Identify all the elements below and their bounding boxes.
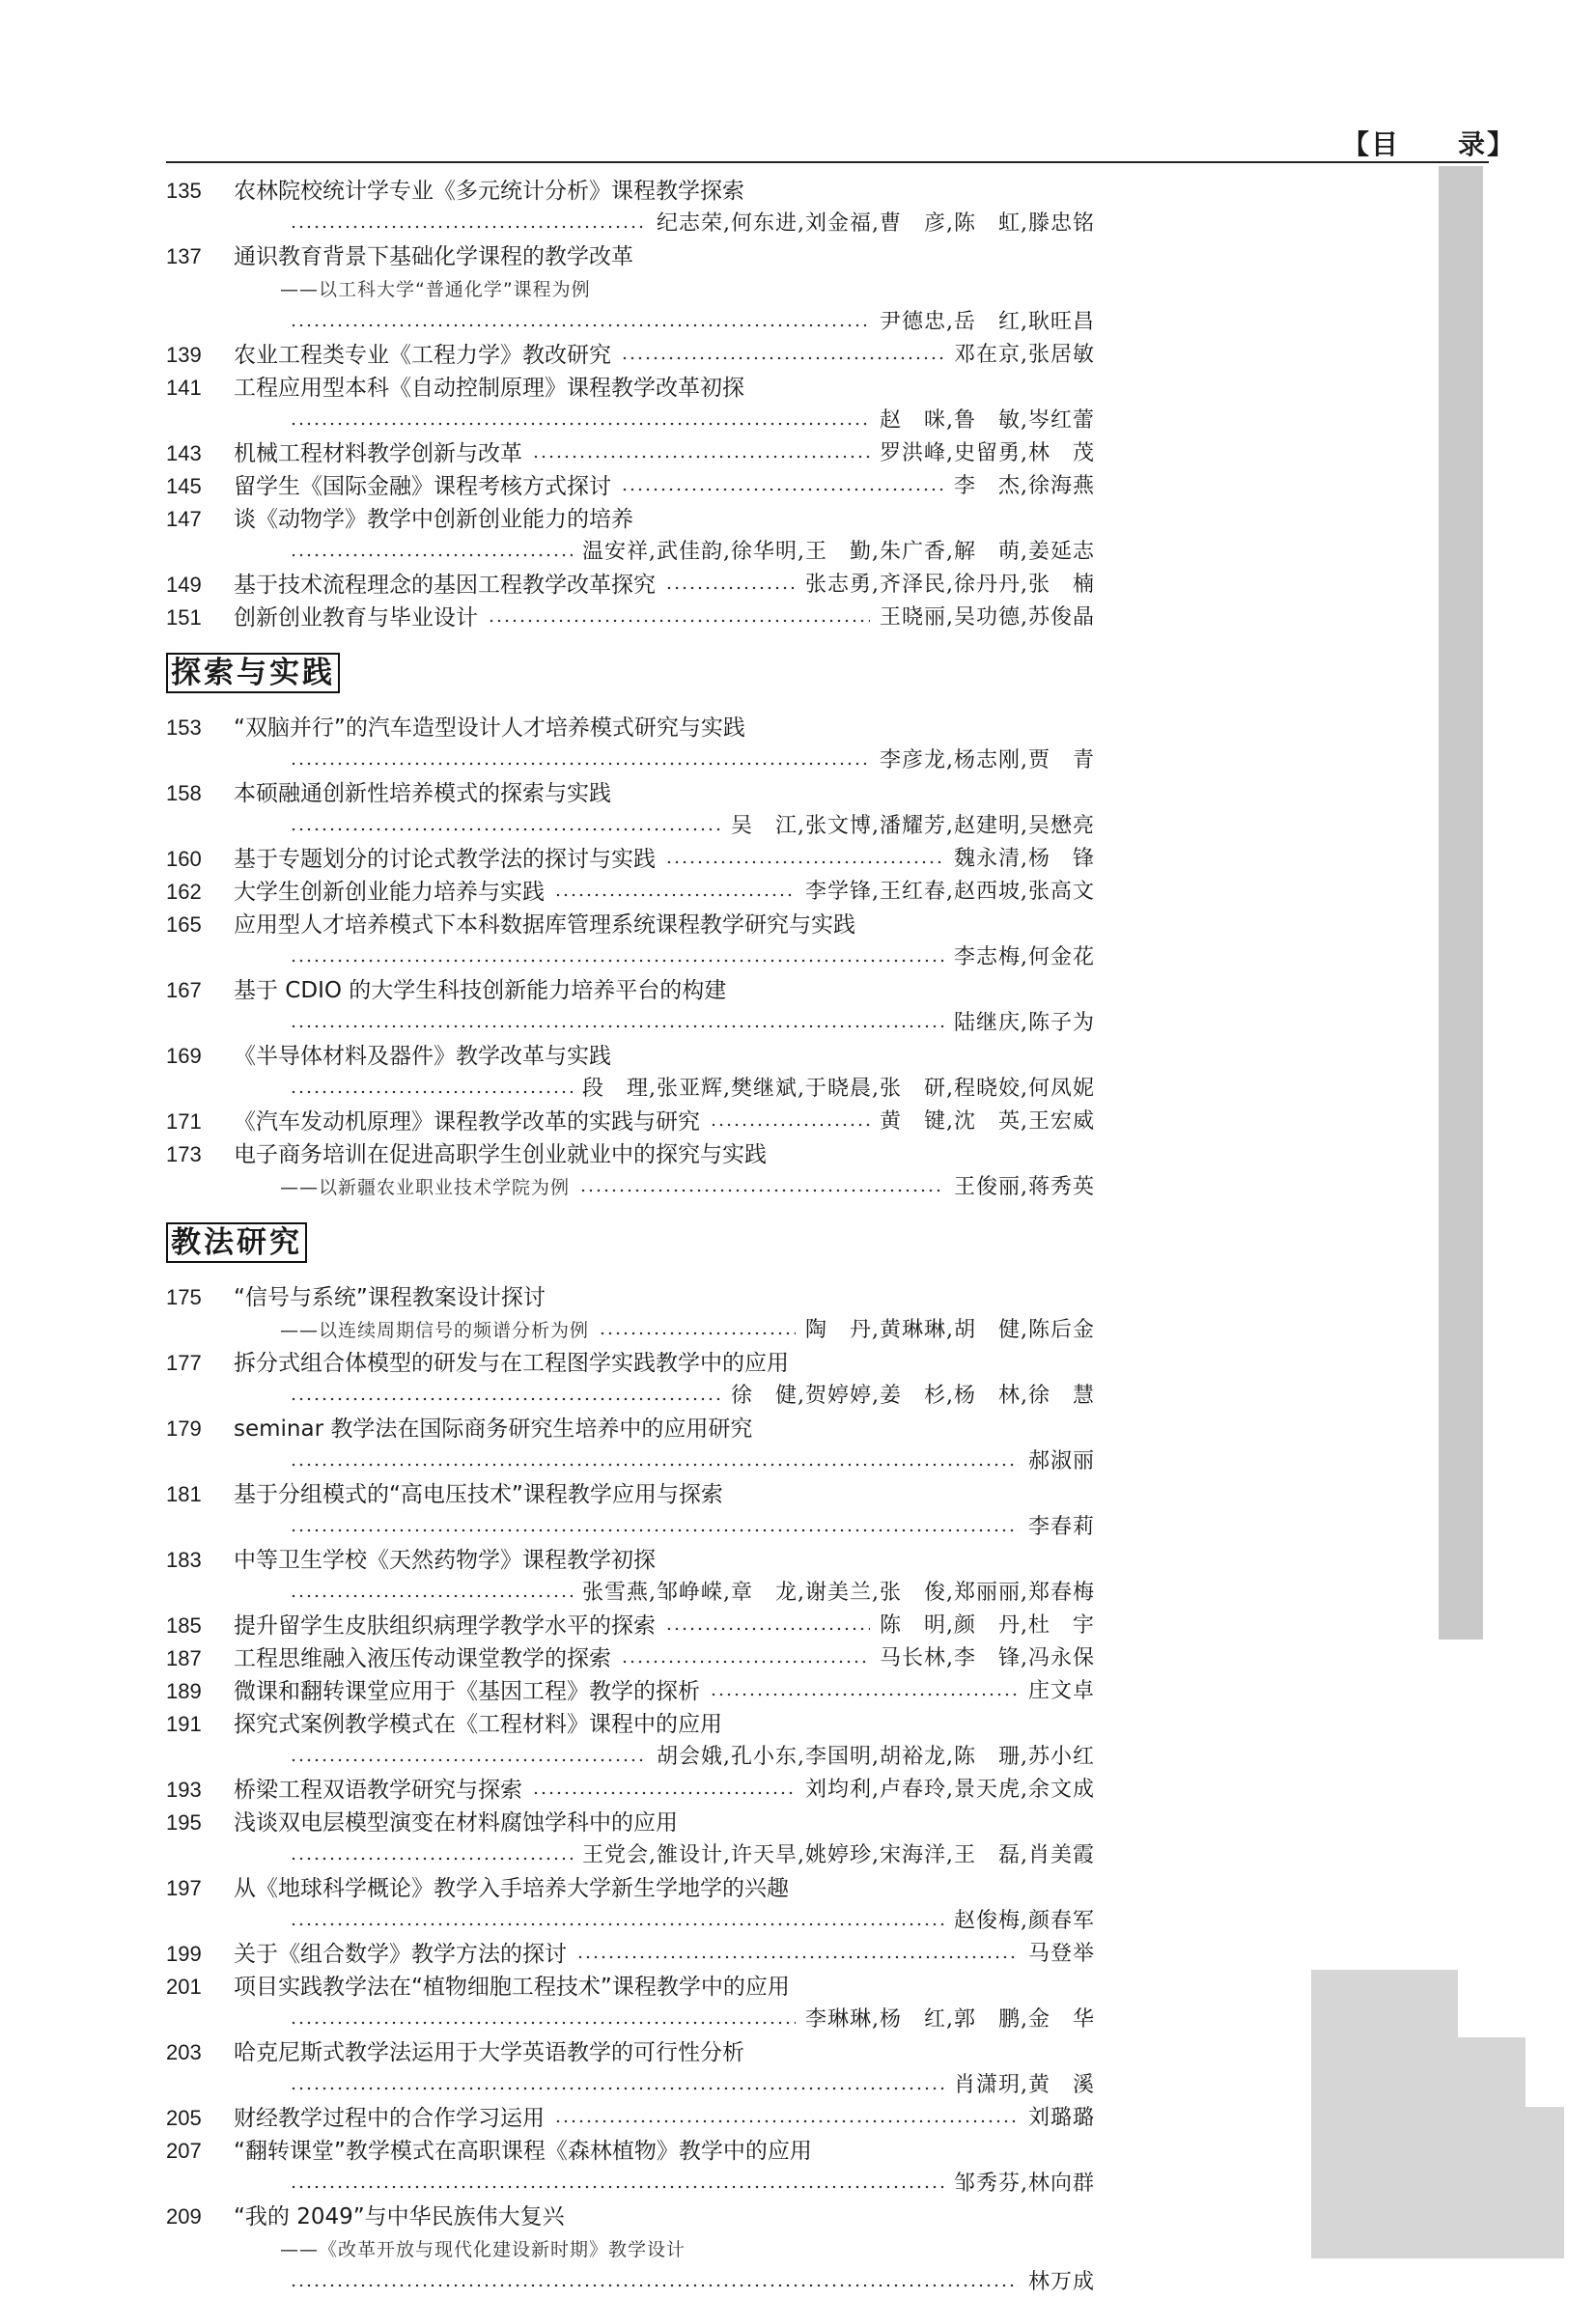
entry-authors: 张雪燕,邹峥嵘,章 龙,谢美兰,张 俊,郑丽丽,郑春梅 xyxy=(582,1581,1095,1605)
entry-title: 基于 CDIO 的大学生科技创新能力培养平台的构建 xyxy=(234,978,727,1003)
entry-title: “双脑并行”的汽车造型设计人才培养模式研究与实践 xyxy=(234,715,745,741)
section-heading xyxy=(166,634,1095,712)
dot-leader xyxy=(579,1189,944,1192)
entry-subtitle-line xyxy=(166,2233,1095,2266)
entry-title-line xyxy=(166,1774,1095,1807)
entry-title: 创新创业教育与毕业设计 xyxy=(234,605,478,631)
toc-entry[interactable] xyxy=(166,503,1095,569)
entry-page-number: 189 xyxy=(166,1679,202,1703)
entry-page-number: 209 xyxy=(166,2204,202,2229)
entry-authors: 陈 明,颜 丹,杜 宇 xyxy=(880,1613,1095,1638)
entry-authors: 李志梅,何金花 xyxy=(954,945,1095,969)
entry-page-number: 147 xyxy=(166,507,202,531)
entry-page-number: 201 xyxy=(166,1975,202,1999)
toc-entry[interactable] xyxy=(166,876,1095,909)
entry-page-number: 207 xyxy=(166,2139,202,2163)
entry-author-line xyxy=(166,1839,1095,1872)
toc-entry[interactable] xyxy=(166,1106,1095,1138)
dot-leader xyxy=(290,225,647,229)
dot-leader xyxy=(532,1791,796,1795)
entry-title: 工程思维融入液压传动课堂教学的探索 xyxy=(234,1646,611,1671)
dot-leader xyxy=(290,323,870,327)
dot-leader xyxy=(576,1955,1019,1959)
entry-page-number: 173 xyxy=(166,1142,202,1166)
entry-page-number: 165 xyxy=(166,912,202,937)
toc-entry[interactable] xyxy=(166,1938,1095,1971)
entry-title-line xyxy=(166,437,1095,470)
entry-title: 关于《组合数学》教学方法的探讨 xyxy=(234,1942,567,1967)
entry-page-number: 205 xyxy=(166,2106,202,2130)
entry-subtitle-line xyxy=(166,1171,1095,1204)
entry-author-line xyxy=(166,2004,1095,2036)
entry-title: 农业工程类专业《工程力学》教改研究 xyxy=(234,343,611,368)
toc-entry[interactable] xyxy=(166,1040,1095,1106)
entry-title-line xyxy=(166,1675,1095,1708)
entry-page-number: 171 xyxy=(166,1109,202,1134)
entry-title-line xyxy=(166,1544,1095,1577)
section-heading xyxy=(166,1204,1095,1281)
entry-page-number: 145 xyxy=(166,474,202,498)
toc-entry[interactable] xyxy=(166,2135,1095,2201)
toc-entry[interactable] xyxy=(166,240,1095,339)
entry-title: 浅谈双电层模型演变在材料腐蚀学科中的应用 xyxy=(234,1810,678,1836)
toc-entry[interactable] xyxy=(166,1872,1095,1938)
entry-title-line xyxy=(166,372,1095,405)
entry-author-line xyxy=(166,405,1095,437)
dot-leader xyxy=(290,959,944,963)
entry-title-line xyxy=(166,2102,1095,2135)
toc-entry[interactable] xyxy=(166,1774,1095,1807)
entry-title: 拆分式组合体模型的研发与在工程图学实践教学中的应用 xyxy=(234,1351,789,1376)
entry-subtitle: ——以工科大学“普通化学”课程为例 xyxy=(280,279,591,300)
dot-leader xyxy=(290,422,870,426)
entry-author-line xyxy=(166,1905,1095,1938)
toc-entry[interactable] xyxy=(166,470,1095,503)
entry-title: 从《地球科学概论》教学入手培养大学新生学地学的兴趣 xyxy=(234,1876,789,1901)
entry-authors: 吴 江,张文博,潘耀芳,赵建明,吴懋亮 xyxy=(731,814,1095,838)
entry-title-line xyxy=(166,240,1095,273)
toc-list xyxy=(166,175,1095,2299)
entry-page-number: 183 xyxy=(166,1548,202,1572)
dot-leader xyxy=(290,2087,944,2090)
entry-subtitle: ——《改革开放与现代化建设新时期》教学设计 xyxy=(280,2239,686,2260)
toc-entry[interactable] xyxy=(166,1138,1095,1204)
header-rule xyxy=(166,161,1489,163)
entry-page-number: 143 xyxy=(166,441,202,465)
dot-leader xyxy=(621,488,944,491)
entry-authors: 郝淑丽 xyxy=(1027,1449,1095,1473)
entry-title: 提升留学生皮肤组织病理学教学水平的探索 xyxy=(234,1613,656,1639)
entry-author-line xyxy=(166,810,1095,843)
entry-authors: 赵俊梅,颜春军 xyxy=(954,1909,1095,1933)
entry-author-line xyxy=(166,1380,1095,1413)
entry-page-number: 187 xyxy=(166,1646,202,1670)
dot-leader xyxy=(621,1660,870,1664)
entry-author-line xyxy=(166,744,1095,777)
entry-page-number: 197 xyxy=(166,1876,202,1900)
entry-authors: 魏永清,杨 锋 xyxy=(954,847,1095,871)
entry-authors: 庄文卓 xyxy=(1027,1679,1095,1703)
toc-entry[interactable] xyxy=(166,437,1095,470)
entry-page-number: 139 xyxy=(166,343,202,367)
entry-title-line xyxy=(166,2135,1095,2168)
entry-authors: 邓在京,张居敏 xyxy=(954,343,1095,367)
entry-title: 微课和翻转课堂应用于《基因工程》教学的探析 xyxy=(234,1679,700,1704)
entry-title: 项目实践教学法在“植物细胞工程技术”课程教学中的应用 xyxy=(234,1975,790,2000)
entry-authors: 李琳琳,杨 红,郭 鹏,金 华 xyxy=(805,2007,1095,2032)
entry-title: 通识教育背景下基础化学课程的教学改革 xyxy=(234,244,633,269)
entry-title: 本硕融通创新性培养模式的探索与实践 xyxy=(234,781,611,806)
toc-entry[interactable] xyxy=(166,175,1095,240)
toc-entry[interactable] xyxy=(166,1708,1095,1774)
dot-leader xyxy=(665,1627,870,1631)
entry-subtitle: ——以连续周期信号的频谱分析为例 xyxy=(280,1320,590,1341)
entry-authors: 李彦龙,杨志刚,贾 青 xyxy=(880,748,1095,772)
entry-page-number: 158 xyxy=(166,781,202,805)
entry-title-line xyxy=(166,777,1095,810)
entry-author-line xyxy=(166,208,1095,240)
toc-entry[interactable] xyxy=(166,974,1095,1040)
entry-title-line xyxy=(166,843,1095,876)
section-heading-text: 教法研究 xyxy=(166,1222,307,1263)
entry-title: 谈《动物学》教学中创新创业能力的培养 xyxy=(234,507,633,532)
entry-page-number: 185 xyxy=(166,1613,202,1638)
toc-entry[interactable] xyxy=(166,2036,1095,2102)
entry-authors: 刘均利,卢春玲,景天虎,余文成 xyxy=(805,1778,1095,1802)
dot-leader xyxy=(710,1693,1019,1696)
entry-title: seminar 教学法在国际商务研究生培养中的应用研究 xyxy=(234,1416,753,1442)
entry-page-number: 191 xyxy=(166,1712,202,1736)
entry-page-number: 177 xyxy=(166,1351,202,1375)
entry-authors: 刘璐璐 xyxy=(1027,2106,1095,2130)
dot-leader xyxy=(290,827,721,831)
dot-leader xyxy=(290,762,870,766)
toc-entry[interactable] xyxy=(166,1347,1095,1413)
entry-author-line xyxy=(166,2266,1095,2299)
entry-authors: 李学锋,王红春,赵西坡,张高文 xyxy=(805,880,1095,904)
entry-authors: 纪志荣,何东进,刘金福,曹 彦,陈 虹,滕忠铭 xyxy=(657,211,1095,236)
entry-author-line xyxy=(166,1577,1095,1610)
entry-title: “信号与系统”课程教案设计探讨 xyxy=(234,1285,546,1310)
dot-leader xyxy=(621,356,944,360)
entry-title: 基于专题划分的讨论式教学法的探讨与实践 xyxy=(234,847,656,872)
entry-subtitle-line xyxy=(166,1314,1095,1347)
side-tab-bar xyxy=(1439,166,1483,1640)
entry-title: 财经教学过程中的合作学习运用 xyxy=(234,2106,545,2131)
section-heading-text: 探索与实践 xyxy=(166,653,340,693)
entry-title-line xyxy=(166,1807,1095,1839)
entry-author-line xyxy=(166,941,1095,974)
entry-title: 机械工程材料教学创新与改革 xyxy=(234,441,522,466)
entry-authors: 胡会娥,孔小东,李国明,胡裕龙,陈 珊,苏小红 xyxy=(657,1745,1095,1769)
entry-title-line xyxy=(166,1040,1095,1073)
dot-leader xyxy=(599,1332,796,1335)
entry-page-number: 160 xyxy=(166,847,202,871)
corner-block-3 xyxy=(1446,2107,1564,2258)
entry-page-number: 195 xyxy=(166,1810,202,1835)
entry-page-number: 153 xyxy=(166,715,202,740)
entry-page-number: 179 xyxy=(166,1416,202,1441)
entry-authors: 王俊丽,蒋秀英 xyxy=(954,1175,1095,1199)
entry-title: 基于技术流程理念的基因工程教学改革探究 xyxy=(234,573,656,598)
dot-leader xyxy=(290,2021,796,2025)
toc-entry[interactable] xyxy=(166,602,1095,634)
entry-authors: 陶 丹,黄琳琳,胡 健,陈后金 xyxy=(805,1318,1095,1342)
entry-title: 哈克尼斯式教学法运用于大学英语教学的可行性分析 xyxy=(234,2040,744,2065)
entry-title-line xyxy=(166,1281,1095,1314)
entry-author-line xyxy=(166,1741,1095,1774)
entry-page-number: 141 xyxy=(166,376,202,400)
entry-title-line xyxy=(166,876,1095,909)
entry-title-line xyxy=(166,1642,1095,1675)
toc-entry[interactable] xyxy=(166,777,1095,843)
entry-subtitle-line xyxy=(166,273,1095,306)
entry-title: 基于分组模式的“高电压技术”课程教学应用与探索 xyxy=(234,1482,723,1507)
toc-entry[interactable] xyxy=(166,712,1095,777)
entry-authors: 邹秀芬,林向群 xyxy=(954,2172,1095,2196)
toc-entry[interactable] xyxy=(166,843,1095,876)
entry-page-number: 193 xyxy=(166,1778,202,1802)
entry-title-line xyxy=(166,2036,1095,2069)
dot-leader xyxy=(554,893,796,897)
entry-title-line xyxy=(166,1413,1095,1445)
entry-title-line xyxy=(166,712,1095,744)
toc-entry[interactable] xyxy=(166,1642,1095,1675)
entry-title-line xyxy=(166,2201,1095,2233)
entry-author-line xyxy=(166,536,1095,569)
entry-authors: 马长林,李 锋,冯永保 xyxy=(880,1646,1095,1670)
entry-authors: 张志勇,齐泽民,徐丹丹,张 楠 xyxy=(805,573,1095,597)
dot-leader xyxy=(554,2119,1019,2123)
dot-leader xyxy=(665,586,796,590)
entry-authors: 段 理,张亚辉,樊继斌,于晓晨,张 研,程晓姣,何凤妮 xyxy=(582,1077,1095,1101)
entry-author-line xyxy=(166,306,1095,339)
dot-leader xyxy=(290,1922,944,1926)
entry-subtitle: ——以新疆农业职业技术学院为例 xyxy=(280,1177,571,1198)
entry-title-line xyxy=(166,974,1095,1007)
entry-author-line xyxy=(166,1511,1095,1544)
dot-leader xyxy=(710,1123,870,1127)
toc-entry[interactable] xyxy=(166,1971,1095,2036)
entry-title-line xyxy=(166,470,1095,503)
entry-title-line xyxy=(166,175,1095,208)
toc-entry[interactable] xyxy=(166,1610,1095,1642)
entry-title-line xyxy=(166,339,1095,372)
entry-authors: 林万成 xyxy=(1027,2270,1095,2294)
entry-author-line xyxy=(166,2168,1095,2201)
dot-leader xyxy=(290,2185,944,2189)
entry-authors: 尹德忠,岳 红,耿旺昌 xyxy=(880,310,1095,334)
dot-leader xyxy=(290,1397,721,1401)
entry-page-number: 167 xyxy=(166,978,202,1002)
toc-entry[interactable] xyxy=(166,1807,1095,1872)
toc-entry[interactable] xyxy=(166,2102,1095,2135)
dot-leader xyxy=(290,1090,573,1094)
entry-page-number: 181 xyxy=(166,1482,202,1506)
entry-authors: 李春莉 xyxy=(1027,1515,1095,1539)
entry-title-line xyxy=(166,1971,1095,2004)
entry-authors: 徐 健,贺婷婷,姜 杉,杨 林,徐 慧 xyxy=(731,1384,1095,1408)
toc-entry[interactable] xyxy=(166,372,1095,437)
entry-page-number: 137 xyxy=(166,244,202,268)
section-header-label: 【目 录】 xyxy=(1342,128,1517,160)
entry-title-line xyxy=(166,909,1095,941)
dot-leader xyxy=(290,1594,573,1598)
entry-title-line xyxy=(166,1106,1095,1138)
entry-page-number: 169 xyxy=(166,1044,202,1068)
entry-authors: 赵 咪,鲁 敏,岑红蕾 xyxy=(880,408,1095,433)
entry-title: 工程应用型本科《自动控制原理》课程教学改革初探 xyxy=(234,376,744,401)
dot-leader xyxy=(665,860,944,864)
entry-authors: 王晓丽,吴功德,苏俊晶 xyxy=(880,605,1095,630)
dot-leader xyxy=(532,455,870,459)
entry-title: 《汽车发动机原理》课程教学改革的实践与研究 xyxy=(234,1109,700,1135)
dot-leader xyxy=(290,1857,573,1861)
entry-authors: 王党会,雒设计,许天旱,姚婷珍,宋海洋,王 磊,肖美霞 xyxy=(582,1843,1095,1867)
entry-page-number: 175 xyxy=(166,1285,202,1309)
entry-title-line xyxy=(166,1708,1095,1741)
toc-entry[interactable] xyxy=(166,1413,1095,1478)
entry-authors: 李 杰,徐海燕 xyxy=(954,474,1095,498)
toc-entry[interactable] xyxy=(166,1675,1095,1708)
entry-title: 留学生《国际金融》课程考核方式探讨 xyxy=(234,474,611,499)
entry-title-line xyxy=(166,1610,1095,1642)
entry-title: 《半导体材料及器件》教学改革与实践 xyxy=(234,1044,611,1069)
entry-title-line xyxy=(166,1347,1095,1380)
entry-page-number: 162 xyxy=(166,880,202,904)
entry-title: 应用型人才培养模式下本科数据库管理系统课程教学研究与实践 xyxy=(234,912,855,938)
entry-title-line xyxy=(166,602,1095,634)
toc-entry[interactable] xyxy=(166,2201,1095,2299)
entry-authors: 肖潇玥,黄 溪 xyxy=(954,2073,1095,2097)
dot-leader xyxy=(290,1024,944,1028)
entry-page-number: 203 xyxy=(166,2040,202,2064)
entry-author-line xyxy=(166,2069,1095,2102)
toc-entry[interactable] xyxy=(166,1544,1095,1610)
dot-leader xyxy=(290,553,573,557)
entry-page-number: 135 xyxy=(166,179,202,203)
entry-title-line xyxy=(166,1938,1095,1971)
dot-leader xyxy=(488,619,870,623)
entry-title: 探究式案例教学模式在《工程材料》课程中的应用 xyxy=(234,1712,722,1737)
dot-leader xyxy=(290,1758,647,1762)
entry-author-line xyxy=(166,1445,1095,1478)
dot-leader xyxy=(290,1463,1019,1467)
entry-authors: 陆继庆,陈子为 xyxy=(954,1011,1095,1035)
toc-entry[interactable] xyxy=(166,1281,1095,1347)
toc-entry[interactable] xyxy=(166,909,1095,974)
entry-title: 中等卫生学校《天然药物学》课程教学初探 xyxy=(234,1548,656,1573)
entry-author-line xyxy=(166,1007,1095,1040)
entry-title: “我的 2049”与中华民族伟大复兴 xyxy=(234,2204,565,2229)
entry-title: 电子商务培训在促进高职学生创业就业中的探究与实践 xyxy=(234,1142,767,1167)
entry-page-number: 151 xyxy=(166,605,202,630)
entry-title: 大学生创新创业能力培养与实践 xyxy=(234,880,545,905)
entry-title-line xyxy=(166,1478,1095,1511)
entry-authors: 黄 键,沈 英,王宏威 xyxy=(880,1109,1095,1134)
entry-authors: 温安祥,武佳韵,徐华明,王 勤,朱广香,解 萌,姜延志 xyxy=(582,540,1095,564)
toc-entry[interactable] xyxy=(166,1478,1095,1544)
dot-leader xyxy=(290,1528,1019,1532)
dot-leader xyxy=(290,2284,1019,2287)
entry-title-line xyxy=(166,503,1095,536)
toc-entry[interactable] xyxy=(166,569,1095,602)
entry-title-line xyxy=(166,1138,1095,1171)
entry-page-number: 199 xyxy=(166,1942,202,1966)
entry-authors: 罗洪峰,史留勇,林 茂 xyxy=(880,441,1095,465)
entry-author-line xyxy=(166,1073,1095,1106)
entry-title: 农林院校统计学专业《多元统计分析》课程教学探索 xyxy=(234,179,744,204)
entry-title-line xyxy=(166,569,1095,602)
toc-entry[interactable] xyxy=(166,339,1095,372)
entry-title-line xyxy=(166,1872,1095,1905)
entry-title: 桥梁工程双语教学研究与探索 xyxy=(234,1778,522,1803)
entry-title: “翻转课堂”教学模式在高职课程《森林植物》教学中的应用 xyxy=(234,2139,812,2164)
entry-page-number: 149 xyxy=(166,573,202,597)
entry-authors: 马登举 xyxy=(1027,1942,1095,1966)
